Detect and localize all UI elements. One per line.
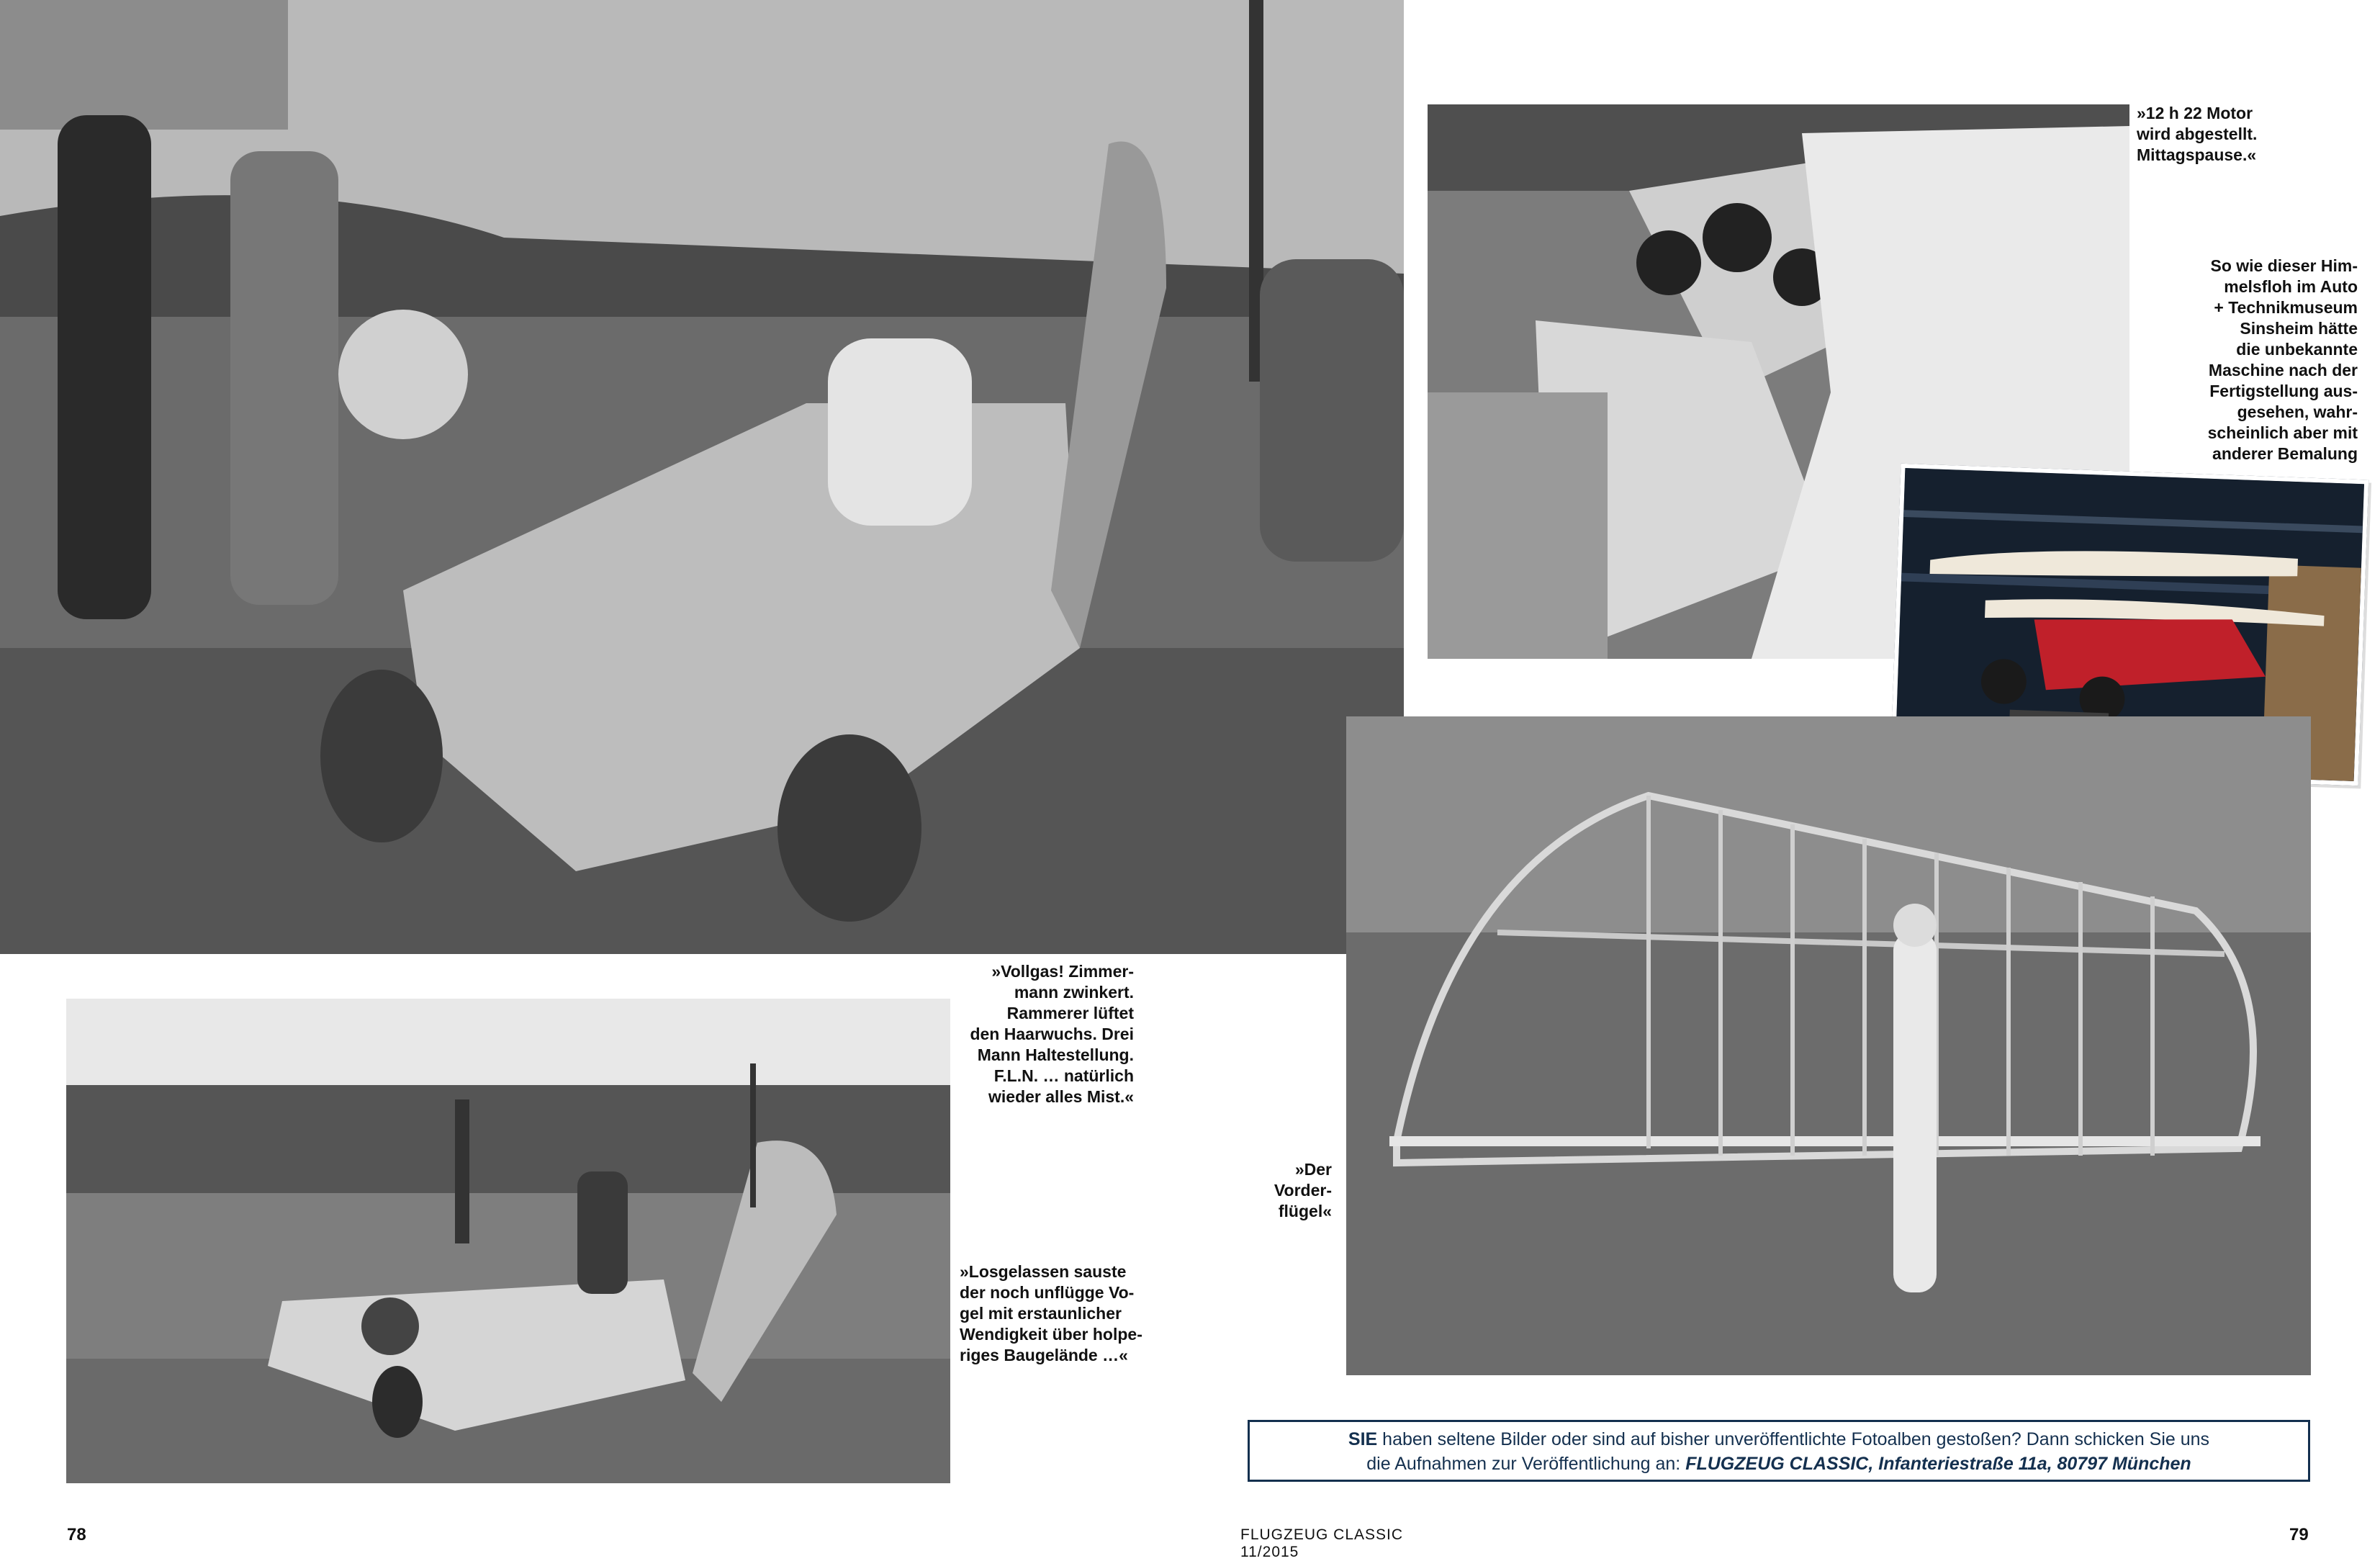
caption-himmelsfloh: So wie dieser Him- melsfloh im Auto + Technikmuseum Sinsheim hätte die unbekannte Maschine nach der Fertigstellung aus- gesehen, wahr- scheinlich aber mit anderer Bemalung (2207, 256, 2358, 463)
photo-field-engine-test (0, 0, 1404, 954)
caption-losgelassen: »Losgelassen sauste der noch unflügge Vo- gel mit erstaunlicher Wendigkeit über holpe- riges Baugelände …« (960, 1262, 1142, 1364)
magazine-issue-footer: FLUGZEUG CLASSIC 11/2015 (1240, 1526, 1404, 1560)
cta-address: FLUGZEUG CLASSIC, Infanteriestraße 11a, 80797 München (1685, 1454, 2191, 1474)
caption-motor: »12 h 22 Motor wird abgestellt. Mittagspause.« (2137, 104, 2258, 164)
cta-line1: haben seltene Bilder oder sind auf bisher unveröffentlichte Fotoalben gestoßen? Dann schicken Sie uns (1377, 1429, 2210, 1449)
page-number-right: 79 (2289, 1525, 2309, 1544)
caption-vollgas: »Vollgas! Zimmer- mann zwinkert. Rammerer lüftet den Haarwuchs. Drei Mann Haltestellung. F.L.N. … natürlich wieder alles Mist.« (970, 962, 1134, 1106)
photo-takeoff-yard (66, 999, 950, 1483)
photo-wing-frame (1346, 716, 2311, 1375)
cta-strong: SIE (1348, 1429, 1378, 1449)
cta-line2: die Aufnahmen zur Veröffentlichung an: (1366, 1454, 1686, 1474)
page-number-left: 78 (67, 1525, 86, 1544)
caption-vorderfluegel: »Der Vorder- flügel« (1274, 1160, 1332, 1220)
reader-submission-box (1248, 1420, 2310, 1482)
